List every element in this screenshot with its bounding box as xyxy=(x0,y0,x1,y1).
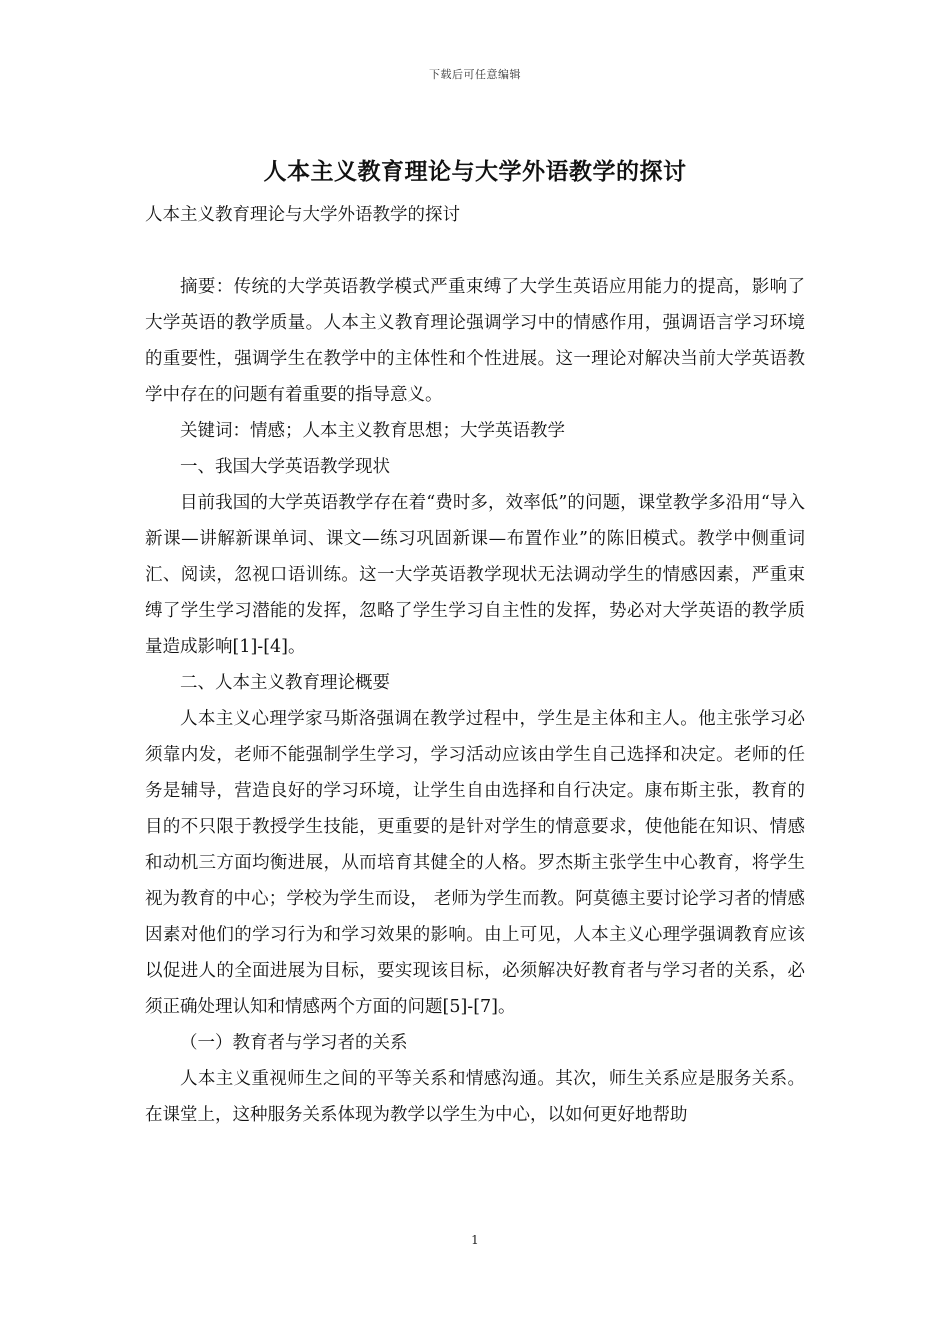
abstract-paragraph: 摘要：传统的大学英语教学模式严重束缚了大学生英语应用能力的提高，影响了大学英语的教学质量。人本主义教育理论强调学习中的情感作用，强调语言学习环境的重要性，强调学生在教学中的主体性和个性进展。这一理论对解决当前大学英语教学中存在的问题有着重要的指导意义。 xyxy=(145,277,805,405)
subsection-1-paragraph: 人本主义重视师生之间的平等关系和情感沟通。其次，师生关系应是服务关系。在课堂上，这种服务关系体现为教学以学生为中心，以如何更好地帮助 xyxy=(145,1069,805,1125)
section-heading-1: 一、我国大学英语教学现状 xyxy=(180,457,390,477)
section-1-paragraph: 目前我国的大学英语教学存在着“费时多，效率低”的问题，课堂教学多沿用“导入新课—讲解新课单词、课文—练习巩固新课—布置作业”的陈旧模式。教学中侧重词汇、阅读，忽视口语训练。这一大学英语教学现状无法调动学生的情感因素，严重束缚了学生学习潜能的发挥，忽略了学生学习自主性的发挥，势必对大学英语的教学质量造成影响[1]-[4]。 xyxy=(145,493,805,657)
header-note: 下载后可任意编辑 xyxy=(429,68,521,81)
document-title: 人本主义教育理论与大学外语教学的探讨 xyxy=(263,158,687,185)
document-body xyxy=(145,197,805,1133)
keywords-line: 关键词：情感；人本主义教育思想；大学英语教学 xyxy=(180,421,565,441)
section-2-paragraph: 人本主义心理学家马斯洛强调在教学过程中，学生是主体和主人。他主张学习必须靠内发，老师不能强制学生学习，学习活动应该由学生自己选择和决定。老师的任务是辅导，营造良好的学习环境，让学生自由选择和自行决定。康布斯主张，教育的目的不只限于教授学生技能，更重要的是针对学生的情意要求，使他能在知识、情感和动机三方面均衡进展，从而培育其健全的人格。罗杰斯主张学生中心教育，将学生视为教育的中心；学校为学生而设， 老师为学生而教。阿莫德主要讨论学习者的情感因素对他们的学习行为和学习效果的影响。由上可见，人本主义心理学强调教育应该以促进人的全面进展为目标，要实现该目标，必须解决好教育者与学习者的关系，必须正确处理认知和情感两个方面的问题[5]-[7]。 xyxy=(145,709,805,1017)
subsection-heading-1: （一）教育者与学习者的关系 xyxy=(180,1033,408,1053)
document-subtitle: 人本主义教育理论与大学外语教学的探讨 xyxy=(145,205,460,225)
section-heading-2: 二、人本主义教育理论概要 xyxy=(180,673,390,693)
page-number: 1 xyxy=(471,1233,479,1247)
blank-line xyxy=(145,233,805,269)
